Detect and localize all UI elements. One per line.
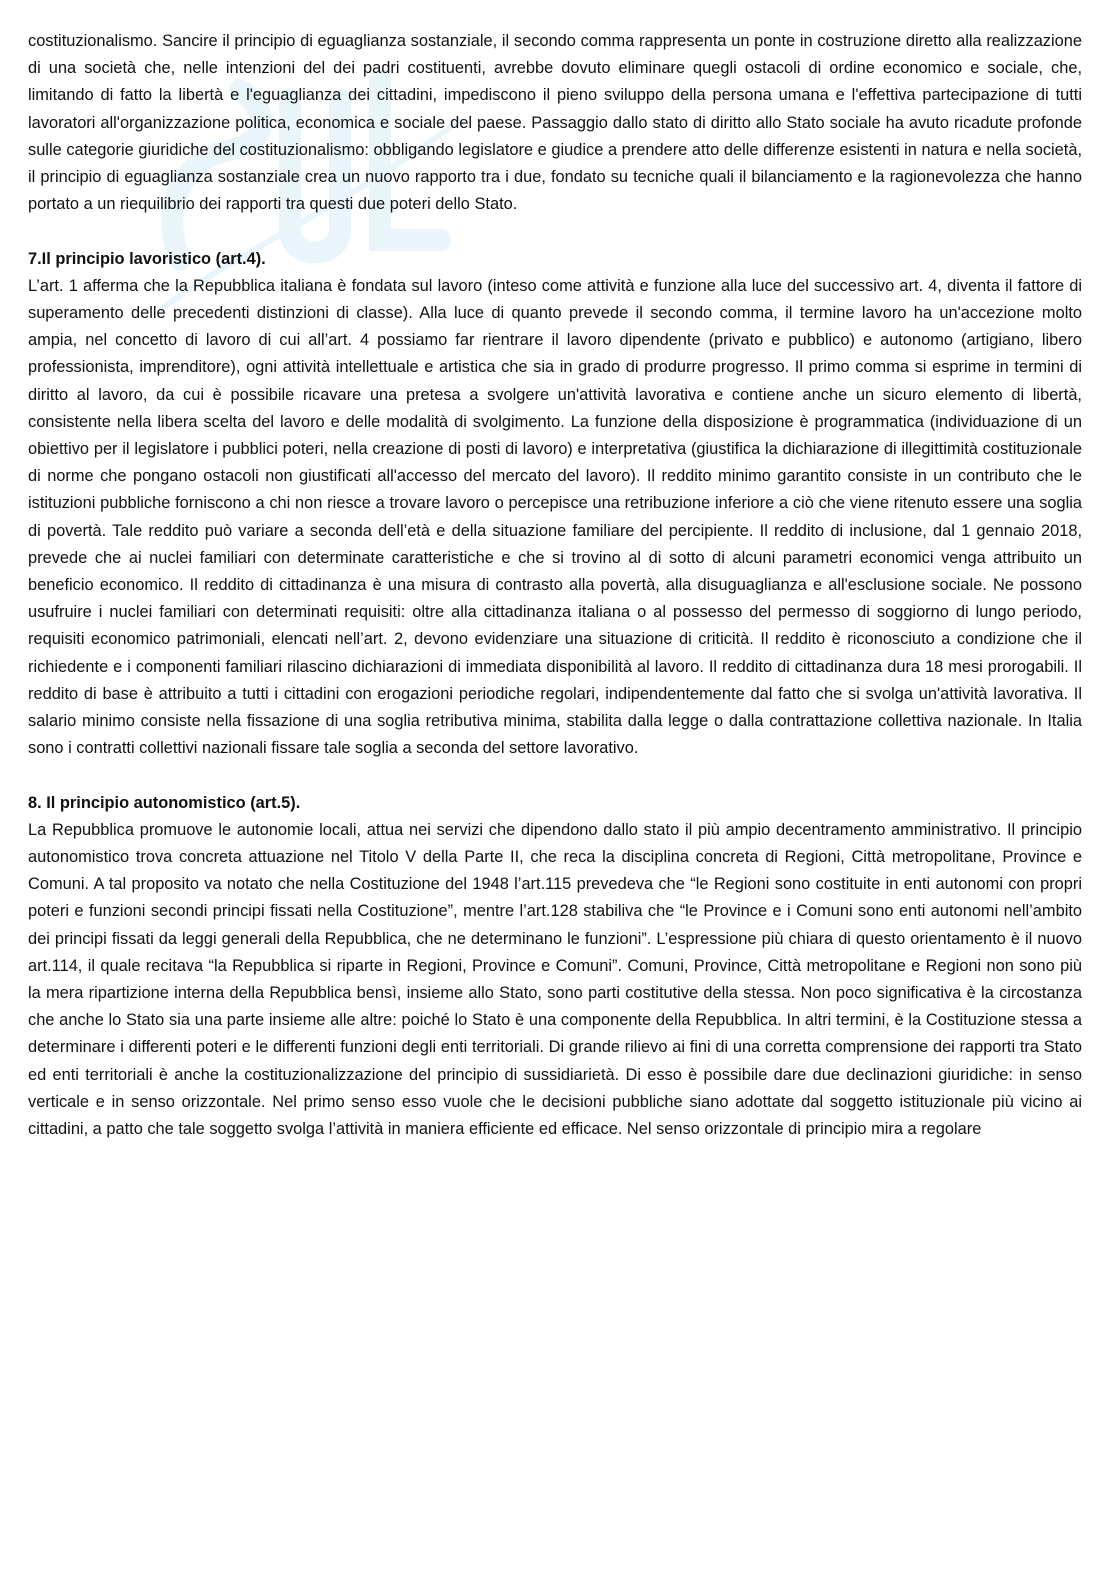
paragraph-spacer xyxy=(28,762,1082,789)
paragraph-spacer xyxy=(28,218,1082,245)
document-page xyxy=(28,28,1082,1143)
section-body-principio-autonomistico: La Repubblica promuove le autonomie locali, attua nei servizi che dipendono dallo stato il più ampio decentramento amministrativo. Il principio autonomistico trova concreta attuazione nel Titolo V della Parte II, che reca la disciplina concreta di Regioni, Città metropolitane, Province e Comuni. A tal proposito va notato che nella Costituzione del 1948 l’art.115 prevedeva che “le Regioni sono costituite in enti autonomi con propri poteri e funzioni secondi principi fissati nella Costituzione”, mentre l’art.128 stabiliva che “le Province e i Comuni sono enti autonomi nell’ambito dei principi fissati da leggi generali della Repubblica, che ne determinano le funzioni”. L’espressione più chiara di questo orientamento è il nuovo art.114, il quale recitava “la Repubblica si riparte in Regioni, Province e Comuni”. Comuni, Province, Città metropolitane e Regioni non sono più la mera ripartizione interna della Repubblica bensì, insieme allo Stato, sono parti costitutive della stessa. Non poco significativa è la circostanza che anche lo Stato sia una parte insieme alle altre: poiché lo Stato è una componente della Repubblica. In altri termini, è la Costituzione stessa a determinare i differenti poteri e le differenti funzioni degli enti territoriali. Di grande rilievo ai fini di una corretta comprensione dei rapporti tra Stato ed enti territoriali è anche la costituzionalizzazione del principio di sussidiarietà. Di esso è possibile dare due declinazioni giuridiche: in senso verticale e in senso orizzontale. Nel primo senso esso vuole che le decisioni pubbliche siano adottate dal soggetto istituzionale più vicino ai cittadini, a patto che tale soggetto svolga l’attività in maniera efficiente ed efficace. Nel senso orizzontale di principio mira a regolare xyxy=(28,820,1082,1139)
intro-paragraph: costituzionalismo. Sancire il principio di eguaglianza sostanziale, il secondo comma rappresenta un ponte in costruzione diretto alla realizzazione di una società che, nelle intenzioni del dei padri costituenti, avrebbe dovuto eliminare quegli ostacoli di ordine economico e sociale, che, limitando di fatto la libertà e l'eguaglianza dei cittadini, impediscono il pieno sviluppo della persona umana e l'effettiva partecipazione di tutti lavoratori all'organizzazione politica, economica e sociale del paese. Passaggio dallo stato di diritto allo Stato sociale ha avuto ricadute profonde sulle categorie giuridiche del costituzionalismo: obbligando legislatore e giudice a prendere atto delle differenze esistenti in natura e nella società, il principio di eguaglianza sostanziale crea un nuovo rapporto tra i due, fondato su tecniche quali il bilanciamento e la ragionevolezza che hanno portato a un riequilibrio dei rapporti tra questi due poteri dello Stato. xyxy=(28,32,1082,214)
section-heading-principio-lavoristico: 7.Il principio lavoristico (art.4). xyxy=(28,249,266,268)
section-body-principio-lavoristico: L’art. 1 afferma che la Repubblica italiana è fondata sul lavoro (inteso come attività e funzione alla luce del successivo art. 4, diventa il fattore di superamento delle precedenti distinzioni di classe). Alla luce di quanto prevede il secondo comma, il termine lavoro ha un'accezione molto ampia, nel concetto di lavoro di cui all’art. 4 possiamo far rientrare il lavoro dipendente (privato e pubblico) e autonomo (artigiano, libero professionista, imprenditore), ogni attività intellettuale e artistica che sia in grado di produrre progresso. Il primo comma si esprime in termini di diritto al lavoro, da cui è possibile ricavare una pretesa a svolgere un'attività lavorativa e contiene anche un sicuro elemento di libertà, consistente nella libera scelta del lavoro e delle modalità di svolgimento. La funzione della disposizione è programmatica (individuazione di un obiettivo per il legislatore i pubblici poteri, nella creazione di posti di lavoro) e interpretativa (giustifica la dichiarazione di illegittimità costituzionale di norme che pongano ostacoli non giustificati all'accesso del mercato del lavoro). Il reddito minimo garantito consiste in un contributo che le istituzioni pubbliche forniscono a chi non riesce a trovare lavoro o percepisce una retribuzione inferiore a ciò che viene ritenuto essere una soglia di povertà. Tale reddito può variare a seconda dell’età e della situazione familiare del percipiente. Il reddito di inclusione, dal 1 gennaio 2018, prevede che ai nuclei familiari con determinate caratteristiche e che si trovino al di sotto di alcuni parametri economici venga attribuito un beneficio economico. Il reddito di cittadinanza è una misura di contrasto alla povertà, alla disuguaglianza e all'esclusione sociale. Ne possono usufruire i nuclei familiari con determinati requisiti: oltre alla cittadinanza italiana o al possesso del permesso di soggiorno di lungo periodo, requisiti economico patrimoniali, elencati nell’art. 2, devono evidenziare una situazione di criticità. Il reddito è riconosciuto a condizione che il richiedente e i componenti familiari rilascino dichiarazioni di immediata disponibilità al lavoro. Il reddito di cittadinanza dura 18 mesi prorogabili. Il reddito di base è attribuito a tutti i cittadini con erogazioni periodiche regolari, indipendentemente dal fatto che si svolga un'attività lavorativa. Il salario minimo consiste nella fissazione di una soglia retributiva minima, stabilita dalla legge o dalla contrattazione collettiva nazionale. In Italia sono i contratti collettivi nazionali fissare tale soglia a seconda del settore lavorativo. xyxy=(28,276,1082,758)
section-heading-principio-autonomistico: 8. Il principio autonomistico (art.5). xyxy=(28,793,301,812)
